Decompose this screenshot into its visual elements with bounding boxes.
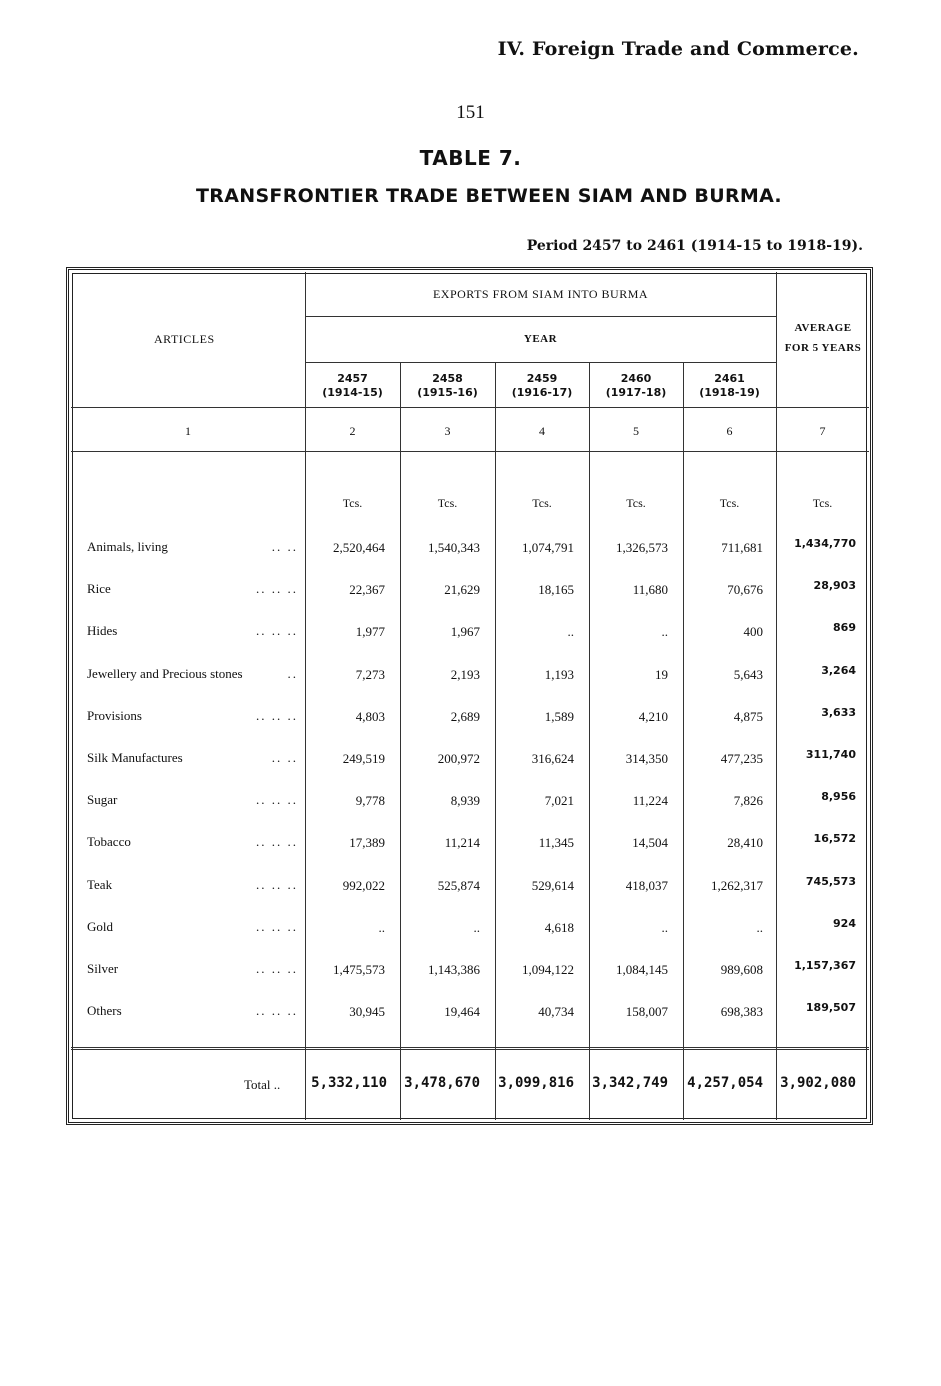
row-value: 8,956 — [821, 790, 856, 803]
row-value: 698,383 — [720, 1004, 763, 1019]
header-rule — [71, 451, 869, 452]
row-value: 18,165 — [538, 582, 574, 597]
page-number: 151 — [456, 102, 485, 123]
row-leader-dots: .. .. .. — [256, 877, 298, 892]
row-value: 28,410 — [727, 835, 763, 850]
unit-label: Tcs. — [437, 496, 458, 510]
row-value: 525,874 — [437, 878, 480, 893]
row-value: 3,264 — [821, 664, 856, 677]
year-heading: YEAR — [523, 333, 558, 345]
column-number: 7 — [819, 424, 826, 438]
row-value: 745,573 — [805, 875, 856, 888]
row-article: Jewellery and Precious stones — [87, 666, 243, 681]
year-2461 — [683, 372, 776, 400]
row-value: 249,519 — [342, 751, 385, 766]
row-value: 21,629 — [444, 582, 480, 597]
row-value: 9,778 — [355, 793, 385, 808]
row-leader-dots: .. .. .. — [256, 581, 298, 596]
row-value: 2,520,464 — [333, 540, 385, 555]
table-title: TRANSFRONTIER TRADE BETWEEN SIAM AND BURMA. — [196, 185, 782, 207]
column-number: 2 — [349, 424, 356, 438]
row-value: .. — [661, 624, 668, 639]
row-value: 711,681 — [721, 540, 763, 555]
column-number: 1 — [185, 424, 191, 438]
unit-label: Tcs. — [626, 496, 646, 510]
row-value: 1,475,573 — [333, 962, 385, 977]
exports-heading: EXPORTS FROM SIAM INTO BURMA — [432, 287, 649, 301]
row-value: 28,903 — [813, 579, 856, 592]
average-heading: AVERAGE — [794, 322, 852, 334]
row-value: 8,939 — [450, 793, 480, 808]
row-article: Silk Manufactures — [87, 750, 183, 765]
row-value: 4,875 — [733, 709, 763, 724]
row-value: 11,214 — [444, 835, 480, 850]
year-be: 2461 — [714, 372, 745, 385]
year-ce: (1916-17) — [511, 386, 573, 399]
unit-label: Tcs. — [342, 496, 363, 510]
row-value: 989,608 — [720, 962, 763, 977]
row-value: 314,350 — [625, 751, 668, 766]
row-value: 1,193 — [544, 667, 574, 682]
row-value: 316,624 — [531, 751, 574, 766]
year-2458 — [400, 372, 495, 400]
row-value: 2,689 — [450, 709, 480, 724]
year-2457 — [305, 372, 400, 400]
year-2460 — [589, 372, 683, 400]
row-value: 19 — [655, 667, 668, 682]
row-value: 529,614 — [531, 878, 574, 893]
header-rule — [305, 316, 776, 317]
row-leader-dots: .. .. — [271, 750, 298, 765]
row-article: Tobacco — [87, 834, 131, 849]
row-value: 40,734 — [538, 1004, 574, 1019]
row-value: 1,589 — [544, 709, 574, 724]
total-value: 3,478,670 — [404, 1075, 480, 1091]
year-be: 2457 — [337, 372, 368, 385]
row-article: Teak — [87, 877, 113, 892]
column-number: 4 — [539, 424, 545, 438]
row-article: Gold — [87, 919, 113, 934]
row-article: Provisions — [87, 708, 142, 723]
total-label: Total .. — [244, 1077, 281, 1092]
row-value: 1,157,367 — [794, 959, 856, 972]
row-value: 4,210 — [638, 709, 668, 724]
row-article: Hides — [87, 623, 118, 638]
row-value: 22,367 — [349, 582, 385, 597]
row-value: .. — [378, 920, 385, 935]
total-rule — [71, 1047, 869, 1050]
row-value: 477,235 — [720, 751, 763, 766]
row-value: 2,193 — [450, 667, 480, 682]
row-leader-dots: .. .. .. — [256, 623, 298, 638]
articles-heading: ARTICLES — [154, 332, 215, 346]
row-value: 1,094,122 — [522, 962, 574, 977]
row-value: 14,504 — [632, 835, 668, 850]
row-value: 1,540,343 — [428, 540, 480, 555]
row-value: 1,434,770 — [794, 537, 856, 550]
row-value: 1,084,145 — [616, 962, 668, 977]
row-value: 1,326,573 — [616, 540, 668, 555]
row-value: 11,680 — [632, 582, 668, 597]
row-value: 7,273 — [355, 667, 385, 682]
year-be: 2458 — [432, 372, 463, 385]
row-value: 11,224 — [632, 793, 668, 808]
row-value: .. — [473, 920, 480, 935]
row-value: 30,945 — [349, 1004, 385, 1019]
year-be: 2460 — [620, 372, 652, 385]
row-value: 17,389 — [349, 835, 385, 850]
total-value: 3,099,816 — [498, 1075, 574, 1091]
average-subheading: FOR 5 YEARS — [784, 342, 862, 354]
header-rule — [71, 407, 869, 408]
year-ce: (1917-18) — [605, 386, 667, 399]
row-leader-dots: .. .. .. — [256, 961, 298, 976]
row-value: 3,633 — [821, 706, 856, 719]
year-be: 2459 — [526, 372, 558, 385]
row-value: 1,262,317 — [711, 878, 763, 893]
header-rule — [305, 362, 776, 363]
row-article: Silver — [87, 961, 119, 976]
row-value: 4,618 — [544, 920, 574, 935]
row-value: 1,977 — [355, 624, 385, 639]
year-ce: (1914-15) — [322, 386, 383, 399]
row-value: 7,826 — [733, 793, 763, 808]
unit-label: Tcs. — [532, 496, 552, 510]
row-value: 158,007 — [625, 1004, 668, 1019]
row-value: 869 — [833, 621, 856, 634]
row-value: 200,972 — [437, 751, 480, 766]
row-leader-dots: .. .. .. — [256, 708, 298, 723]
row-article: Animals, living — [87, 539, 168, 554]
row-leader-dots: .. .. .. — [256, 1003, 298, 1018]
row-leader-dots: .. — [287, 666, 298, 681]
row-value: 1,143,386 — [428, 962, 480, 977]
row-leader-dots: .. .. — [271, 539, 298, 554]
row-value: .. — [661, 920, 668, 935]
row-value: 418,037 — [625, 878, 668, 893]
year-ce: (1915-16) — [417, 386, 478, 399]
row-value: 5,643 — [733, 667, 763, 682]
row-value: .. — [567, 624, 574, 639]
row-value: .. — [756, 920, 763, 935]
row-value: 189,507 — [805, 1001, 856, 1014]
column-number: 6 — [726, 424, 733, 438]
year-ce: (1918-19) — [699, 386, 760, 399]
total-value: 3,902,080 — [780, 1075, 856, 1091]
unit-label: Tcs. — [812, 496, 833, 510]
column-divider — [776, 272, 777, 1120]
year-2459 — [495, 372, 589, 400]
row-leader-dots: .. .. .. — [256, 792, 298, 807]
row-value: 11,345 — [538, 835, 574, 850]
unit-label: Tcs. — [719, 496, 740, 510]
row-value: 7,021 — [544, 793, 574, 808]
row-value: 4,803 — [355, 709, 385, 724]
column-number: 5 — [633, 424, 639, 438]
total-value: 4,257,054 — [687, 1075, 763, 1091]
row-leader-dots: .. .. .. — [256, 834, 298, 849]
row-article: Rice — [87, 581, 111, 596]
row-value: 400 — [743, 624, 763, 639]
row-value: 1,967 — [450, 624, 480, 639]
total-value: 3,342,749 — [592, 1075, 668, 1091]
running-head: IV. Foreign Trade and Commerce. — [497, 38, 859, 60]
total-value: 5,332,110 — [311, 1075, 387, 1091]
row-value: 19,464 — [444, 1004, 480, 1019]
row-value: 16,572 — [813, 832, 856, 845]
row-value: 1,074,791 — [522, 540, 574, 555]
row-value: 992,022 — [342, 878, 385, 893]
table-number: TABLE 7. — [419, 146, 522, 170]
row-article: Others — [87, 1003, 122, 1018]
row-value: 70,676 — [727, 582, 763, 597]
row-leader-dots: .. .. .. — [256, 919, 298, 934]
period-note: Period 2457 to 2461 (1914-15 to 1918-19). — [526, 238, 863, 254]
row-value: 924 — [833, 917, 856, 930]
column-number: 3 — [444, 424, 451, 438]
row-value: 311,740 — [805, 748, 856, 761]
row-article: Sugar — [87, 792, 118, 807]
